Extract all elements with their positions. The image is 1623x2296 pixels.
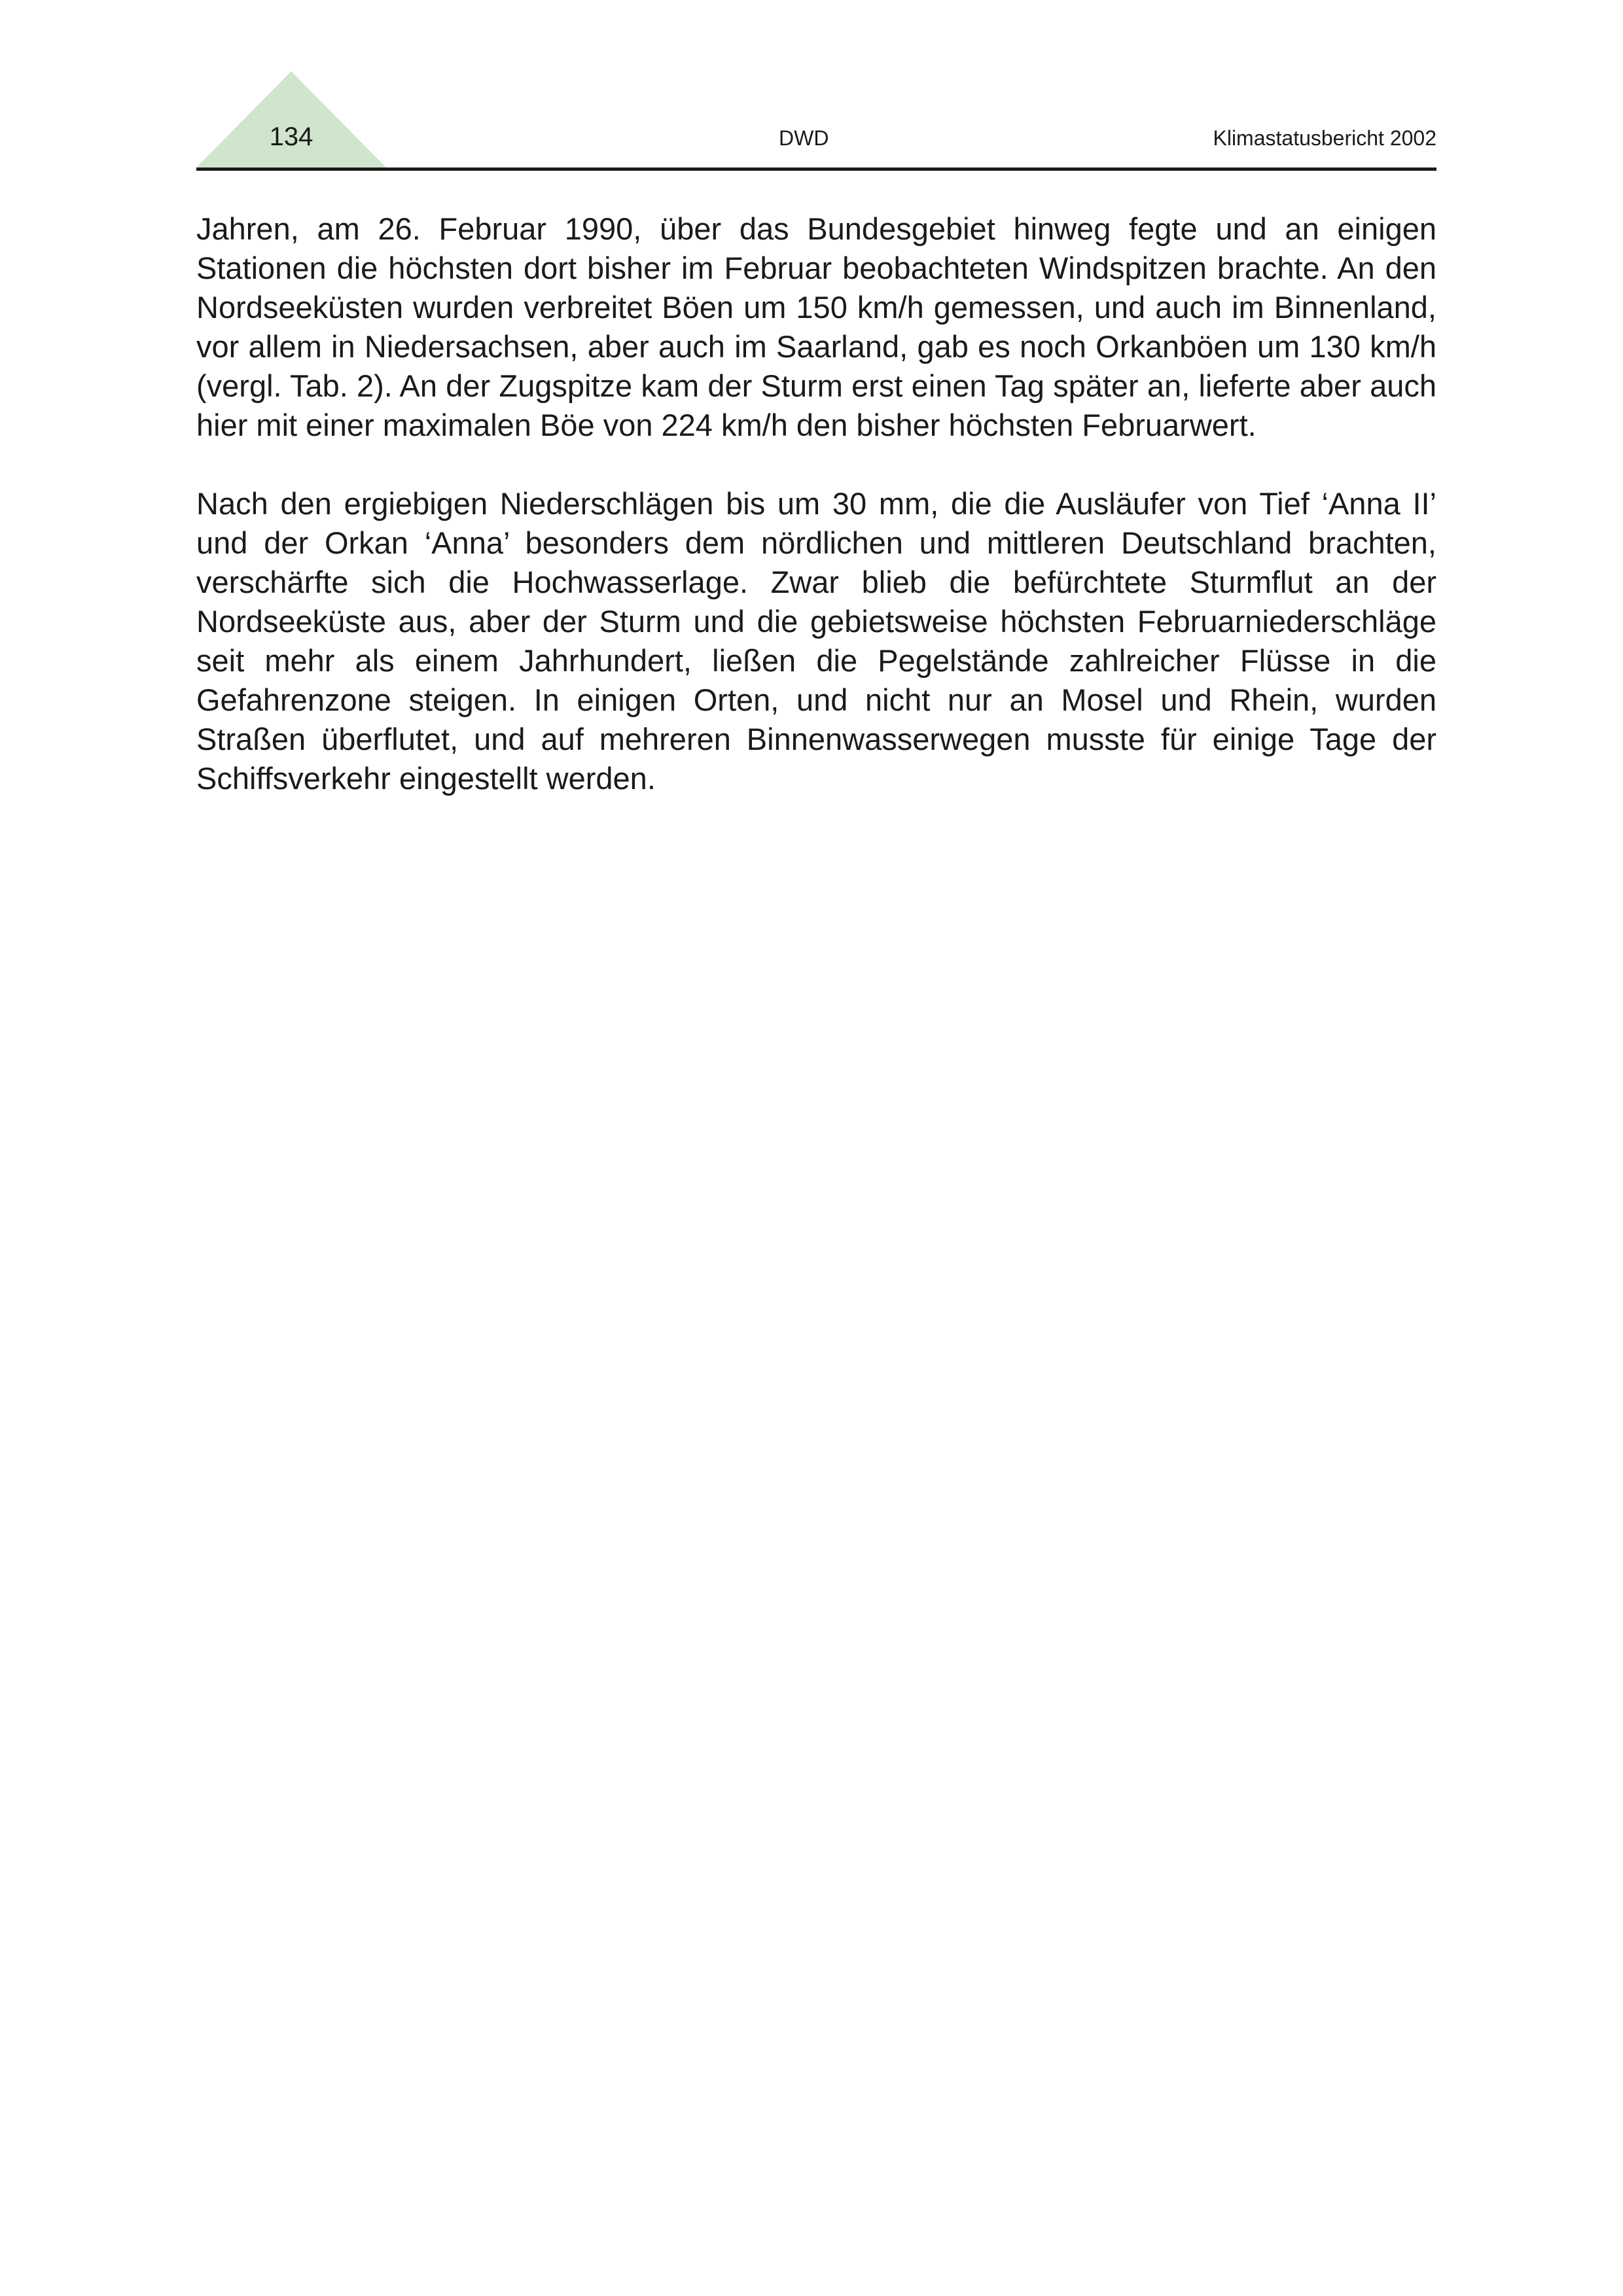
paragraph-flood-situation: Nach den ergiebigen Niederschlägen bis um 30 mm, die die Ausläufer von Tief ‘Anna II’ und der Orkan ‘Anna’ besonders dem nördlichen und mittleren Deutschland brachten, verschärfte sich die Hochwasserlage. Zwar blieb die befürchtete Sturmflut an der Nordseeküste aus, aber der Sturm und die gebietsweise höchsten Februarniederschläge seit mehr als einem Jahrhundert, ließen die Pegelstände zahlreicher Flüsse in die Gefahrenzone steigen. In einigen Orten, und nicht nur an Mosel und Rhein, wurden Straßen überflutet, und auf mehreren Binnenwasserwegen musste für einige Tage der Schiffsverkehr eingestellt werden. xyxy=(196,486,1436,796)
body-text xyxy=(196,209,1436,838)
page-number: 134 xyxy=(269,122,313,151)
paragraph-storm-anna: Jahren, am 26. Februar 1990, über das Bundesgebiet hinweg fegte und an einigen Stationen die höchsten dort bisher im Februar beobachteten Windspitzen brachte. An den Nordseeküsten wurden verbreitet Böen um 150 km/h gemessen, und auch im Binnenland, vor allem in Niedersachsen, aber auch im Saarland, gab es noch Orkanböen um 130 km/h (vergl. Tab. 2). An der Zugspitze kam der Sturm erst einen Tag später an, lieferte aber auch hier mit einer maximalen Böe von 224 km/h den bisher höchsten Februarwert. xyxy=(196,211,1436,442)
page-header xyxy=(196,69,1436,170)
header-rule xyxy=(196,168,1436,171)
header-organization: DWD xyxy=(779,126,829,150)
header-report-title: Klimastatusbericht 2002 xyxy=(1213,126,1436,150)
page-corner-triangle xyxy=(196,69,386,169)
